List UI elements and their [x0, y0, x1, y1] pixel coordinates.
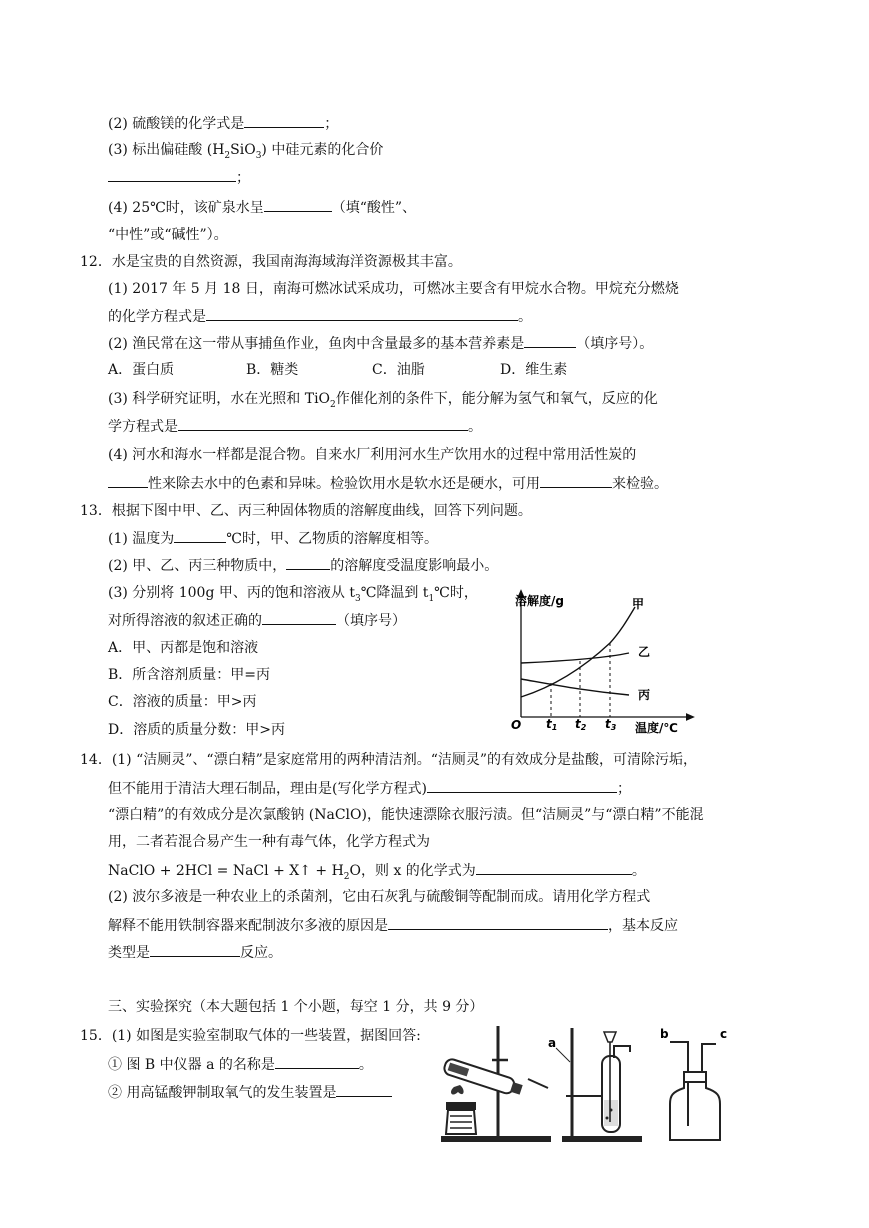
apparatus-b-figure [544, 1022, 644, 1144]
q12-part4: (4) 河水和海水一样都是混合物。自来水厂利用河水生产饮用水的过程中常用活性炭的 [108, 447, 637, 463]
q13-option-a: A．甲、丙都是饱和溶液 [108, 640, 259, 656]
apparatus-a-figure [436, 1022, 556, 1144]
q13-part2: (2) 甲、乙、丙三种物质中， 的溶解度受温度影响最小。 [108, 555, 498, 576]
q11-part2: (2) 硫酸镁的化学式是 ； [108, 113, 338, 134]
answer-blank[interactable] [427, 778, 617, 793]
answer-blank[interactable] [108, 167, 236, 182]
origin-label: O [511, 718, 522, 732]
answer-blank[interactable] [275, 1054, 359, 1069]
q15-part1: 15．(1) 如图是实验室制取气体的一些装置，据图回答: [80, 1028, 421, 1044]
answer-blank[interactable] [244, 113, 324, 128]
section-3-title: 三、实验探究（本大题包括 1 个小题，每空 1 分，共 9 分） [108, 999, 484, 1015]
answer-blank[interactable] [476, 860, 632, 875]
answer-blank[interactable] [108, 473, 148, 488]
q12-part3-line2: 学方程式是 。 [108, 416, 482, 437]
q12-part1-line2: 的化学方程式是 。 [108, 306, 532, 327]
q13-part3: (3) 分别将 100g 甲、丙的饱和溶液从 $t_3℃$降温到 $t_1℃$时， [108, 585, 478, 604]
tick-label-t2: t2 [575, 717, 587, 732]
answer-blank[interactable] [264, 197, 332, 212]
q14-part1-line4: 用，二者若混合易产生一种有毒气体，化学方程式为 [108, 834, 430, 850]
apparatus-c-figure [658, 1022, 730, 1144]
q13-option-b: B．所含溶剂质量：甲=丙 [108, 667, 271, 683]
answer-blank[interactable] [524, 333, 576, 348]
q12-heading: 12．水是宝贵的自然资源，我国南海海域海洋资源极其丰富。 [80, 254, 462, 270]
answer-blank[interactable] [388, 915, 608, 930]
q14-part2-line1: (2) 波尔多液是一种农业上的杀菌剂，它由石灰乳与硫酸铜等配制而成。请用化学方程式 [108, 889, 651, 905]
q14-part1-line5: NaClO + 2HCl = NaCl + X↑ + $H_2O$，则 x 的化学式为 。 [108, 860, 646, 887]
q14-part1-line1: 14．(1) “洁厕灵”、“漂白精”是家庭常用的两种清洁剂。“洁厕灵”的有效成分是盐酸，可清除污垢， [80, 752, 698, 768]
q12-part4-line2: 性来除去水中的色素和异味。检验饮用水是软水还是硬水，可用 来检验。 [108, 473, 668, 494]
q12-option-a: A．蛋白质 [108, 362, 175, 378]
answer-blank[interactable] [262, 610, 336, 625]
q12-option-d: D．维生素 [500, 362, 568, 378]
solubility-chart [505, 585, 695, 735]
q12-option-c: C．油脂 [372, 362, 425, 378]
y-axis-label: 溶解度/g [515, 594, 564, 608]
q12-part2: (2) 渔民常在这一带从事捕鱼作业，鱼肉中含量最多的基本营养素是 （填序号）。 [108, 333, 653, 354]
q14-part1-line3: “漂白精”的有效成分是次氯酸钠 (NaClO)，能快速漂除衣服污渍。但“洁厕灵”与“漂白精”不能混 [108, 807, 704, 823]
answer-blank[interactable] [206, 306, 518, 321]
q13-part3-line2: 对所得溶液的叙述正确的 （填序号） [108, 610, 406, 631]
q11-part4-line2: “中性”或“碱性”）。 [108, 227, 228, 243]
q13-option-d: D．溶质的质量分数：甲>丙 [108, 722, 285, 738]
q11-part4: (4) 25℃时，该矿泉水呈 （填“酸性”、 [108, 197, 416, 218]
series-line-bing [521, 679, 629, 695]
label-c: c [720, 1027, 728, 1041]
answer-blank[interactable] [174, 528, 226, 543]
q13-heading: 13．根据下图中甲、乙、丙三种固体物质的溶解度曲线，回答下列问题。 [80, 503, 532, 519]
series-label-jia: 甲 [632, 597, 645, 611]
q14-part2-line3: 类型是 反应。 [108, 942, 282, 963]
q13-part1: (1) 温度为 ℃时，甲、乙物质的溶解度相等。 [108, 528, 438, 549]
q14-part2-line2: 解释不能用铁制容器来配制波尔多液的原因是 ，基本反应 [108, 915, 678, 936]
x-axis-label: 温度/℃ [635, 721, 678, 735]
label-a: a [548, 1036, 557, 1050]
series-label-yi: 乙 [638, 645, 651, 659]
series-line-yi [521, 653, 629, 663]
q13-option-c: C．溶液的质量：甲>丙 [108, 694, 257, 710]
answer-blank[interactable] [286, 555, 330, 570]
q12-option-b: B．糖类 [246, 362, 299, 378]
q12-part3: (3) 科学研究证明，水在光照和 TiO$_2$作催化剂的条件下，能分解为氢气和氧气，反应的化 [108, 391, 658, 410]
q11-part3-blank: ； [108, 167, 250, 188]
label-b: b [660, 1027, 669, 1041]
tick-label-t1: t1 [546, 717, 558, 732]
tick-label-t3: t3 [605, 717, 617, 732]
series-line-jia [521, 607, 635, 697]
answer-blank[interactable] [178, 416, 468, 431]
q11-part3: (3) 标出偏硅酸 $(H_2SiO_3)$ 中硅元素的化合价 [108, 142, 384, 161]
answer-blank[interactable] [150, 942, 240, 957]
series-label-bing: 丙 [638, 688, 651, 702]
q15-sub1: ① 图 B 中仪器 a 的名称是 。 [108, 1054, 373, 1075]
answer-blank[interactable] [336, 1082, 392, 1097]
q12-part1: (1) 2017 年 5 月 18 日，南海可燃冰试采成功，可燃冰主要含有甲烷水合物。甲烷充分燃烧 [108, 281, 679, 297]
q14-part1-line2: 但不能用于清洁大理石制品，理由是(写化学方程式) ； [108, 778, 631, 799]
answer-blank[interactable] [540, 473, 612, 488]
q15-sub2: ② 用高锰酸钾制取氧气的发生装置是 [108, 1082, 392, 1103]
